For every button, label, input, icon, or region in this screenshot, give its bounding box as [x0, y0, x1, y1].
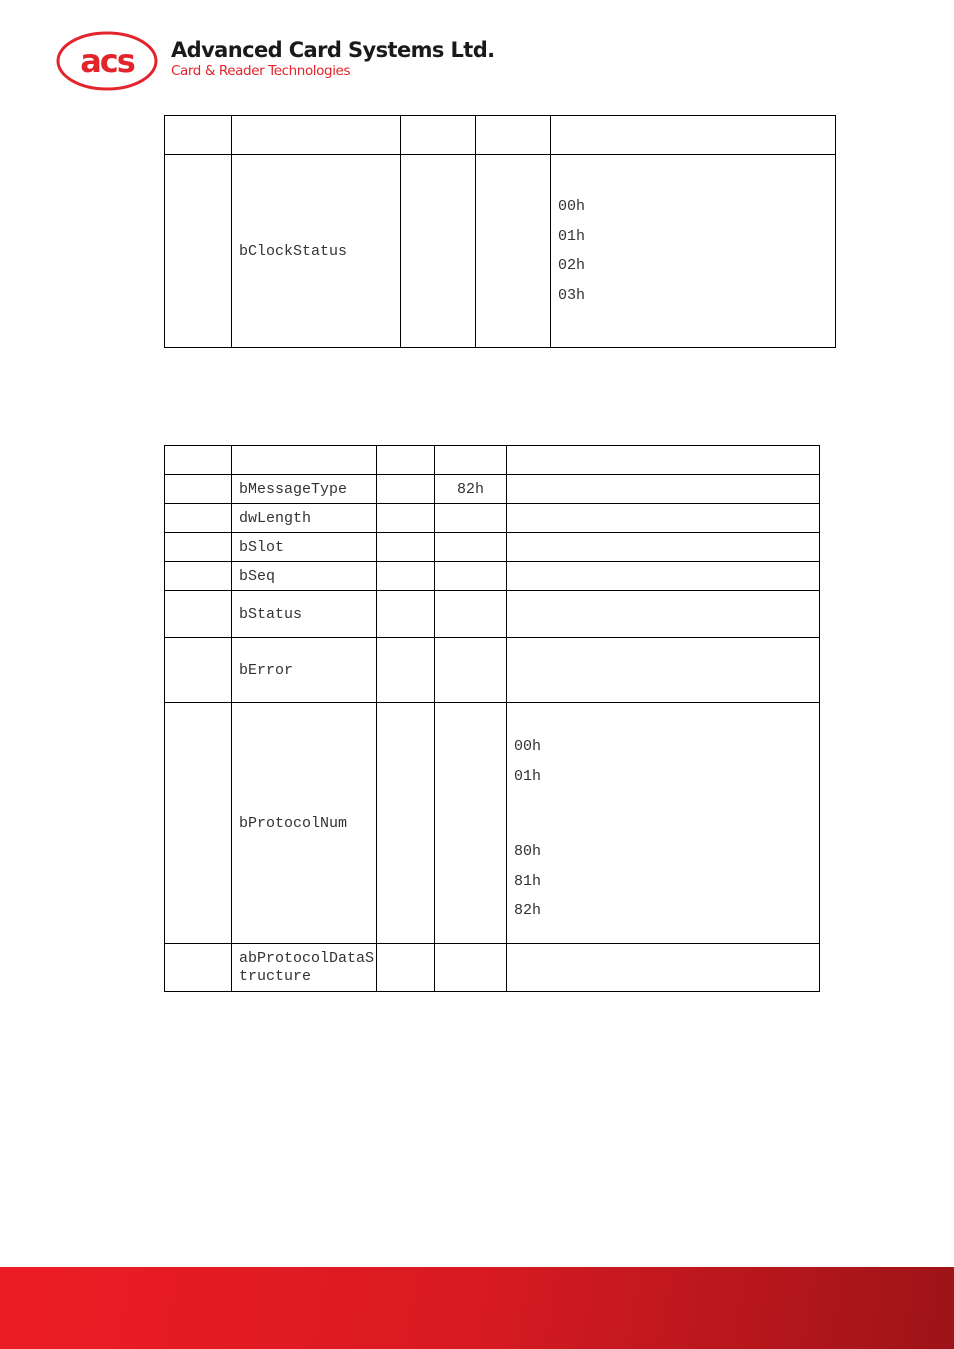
header-cell [401, 116, 476, 155]
table-header-row [165, 116, 836, 155]
table-row [165, 703, 820, 944]
field-name: bMessageType [232, 475, 377, 504]
table-row [165, 638, 820, 703]
field-name: bClockStatus [232, 155, 401, 348]
table-row [165, 504, 820, 533]
value-item: 01h [558, 227, 586, 245]
field-name: bStatus [232, 591, 377, 638]
table-row [165, 155, 836, 348]
clock-status-table [164, 115, 836, 348]
company-tagline: Card & Reader Technologies [171, 63, 351, 79]
table-row [165, 944, 820, 992]
header-cell [165, 116, 232, 155]
value-item: 03h [558, 286, 586, 304]
table-row [165, 591, 820, 638]
field-name: bProtocolNum [232, 703, 377, 944]
value-item: 82h [514, 902, 542, 920]
company-name: Advanced Card Systems Ltd. [171, 38, 495, 62]
logo-text: acs [80, 42, 134, 80]
value-list [507, 703, 820, 944]
value-item: 80h [514, 843, 542, 861]
value-item: 01h [514, 767, 542, 785]
table-row [165, 533, 820, 562]
field-name: abProtocolDataStructure [232, 944, 377, 992]
table-header-row [165, 446, 820, 475]
field-name: dwLength [232, 504, 377, 533]
header-cell [476, 116, 551, 155]
field-name: bSlot [232, 533, 377, 562]
rdr-to-pc-parameters-table [164, 445, 820, 992]
header-cell [551, 116, 836, 155]
footer-band [0, 1267, 954, 1349]
value-item: 02h [558, 257, 586, 274]
acs-logo [55, 28, 165, 94]
table-row [165, 475, 820, 504]
field-name: bError [232, 638, 377, 703]
value-item: 81h [514, 872, 542, 890]
field-value: 82h [435, 475, 507, 504]
value-item: 00h [558, 198, 586, 215]
table-row [165, 562, 820, 591]
value-item: 00h [514, 738, 542, 756]
header-cell [232, 116, 401, 155]
field-name: bSeq [232, 562, 377, 591]
value-list [551, 155, 836, 348]
